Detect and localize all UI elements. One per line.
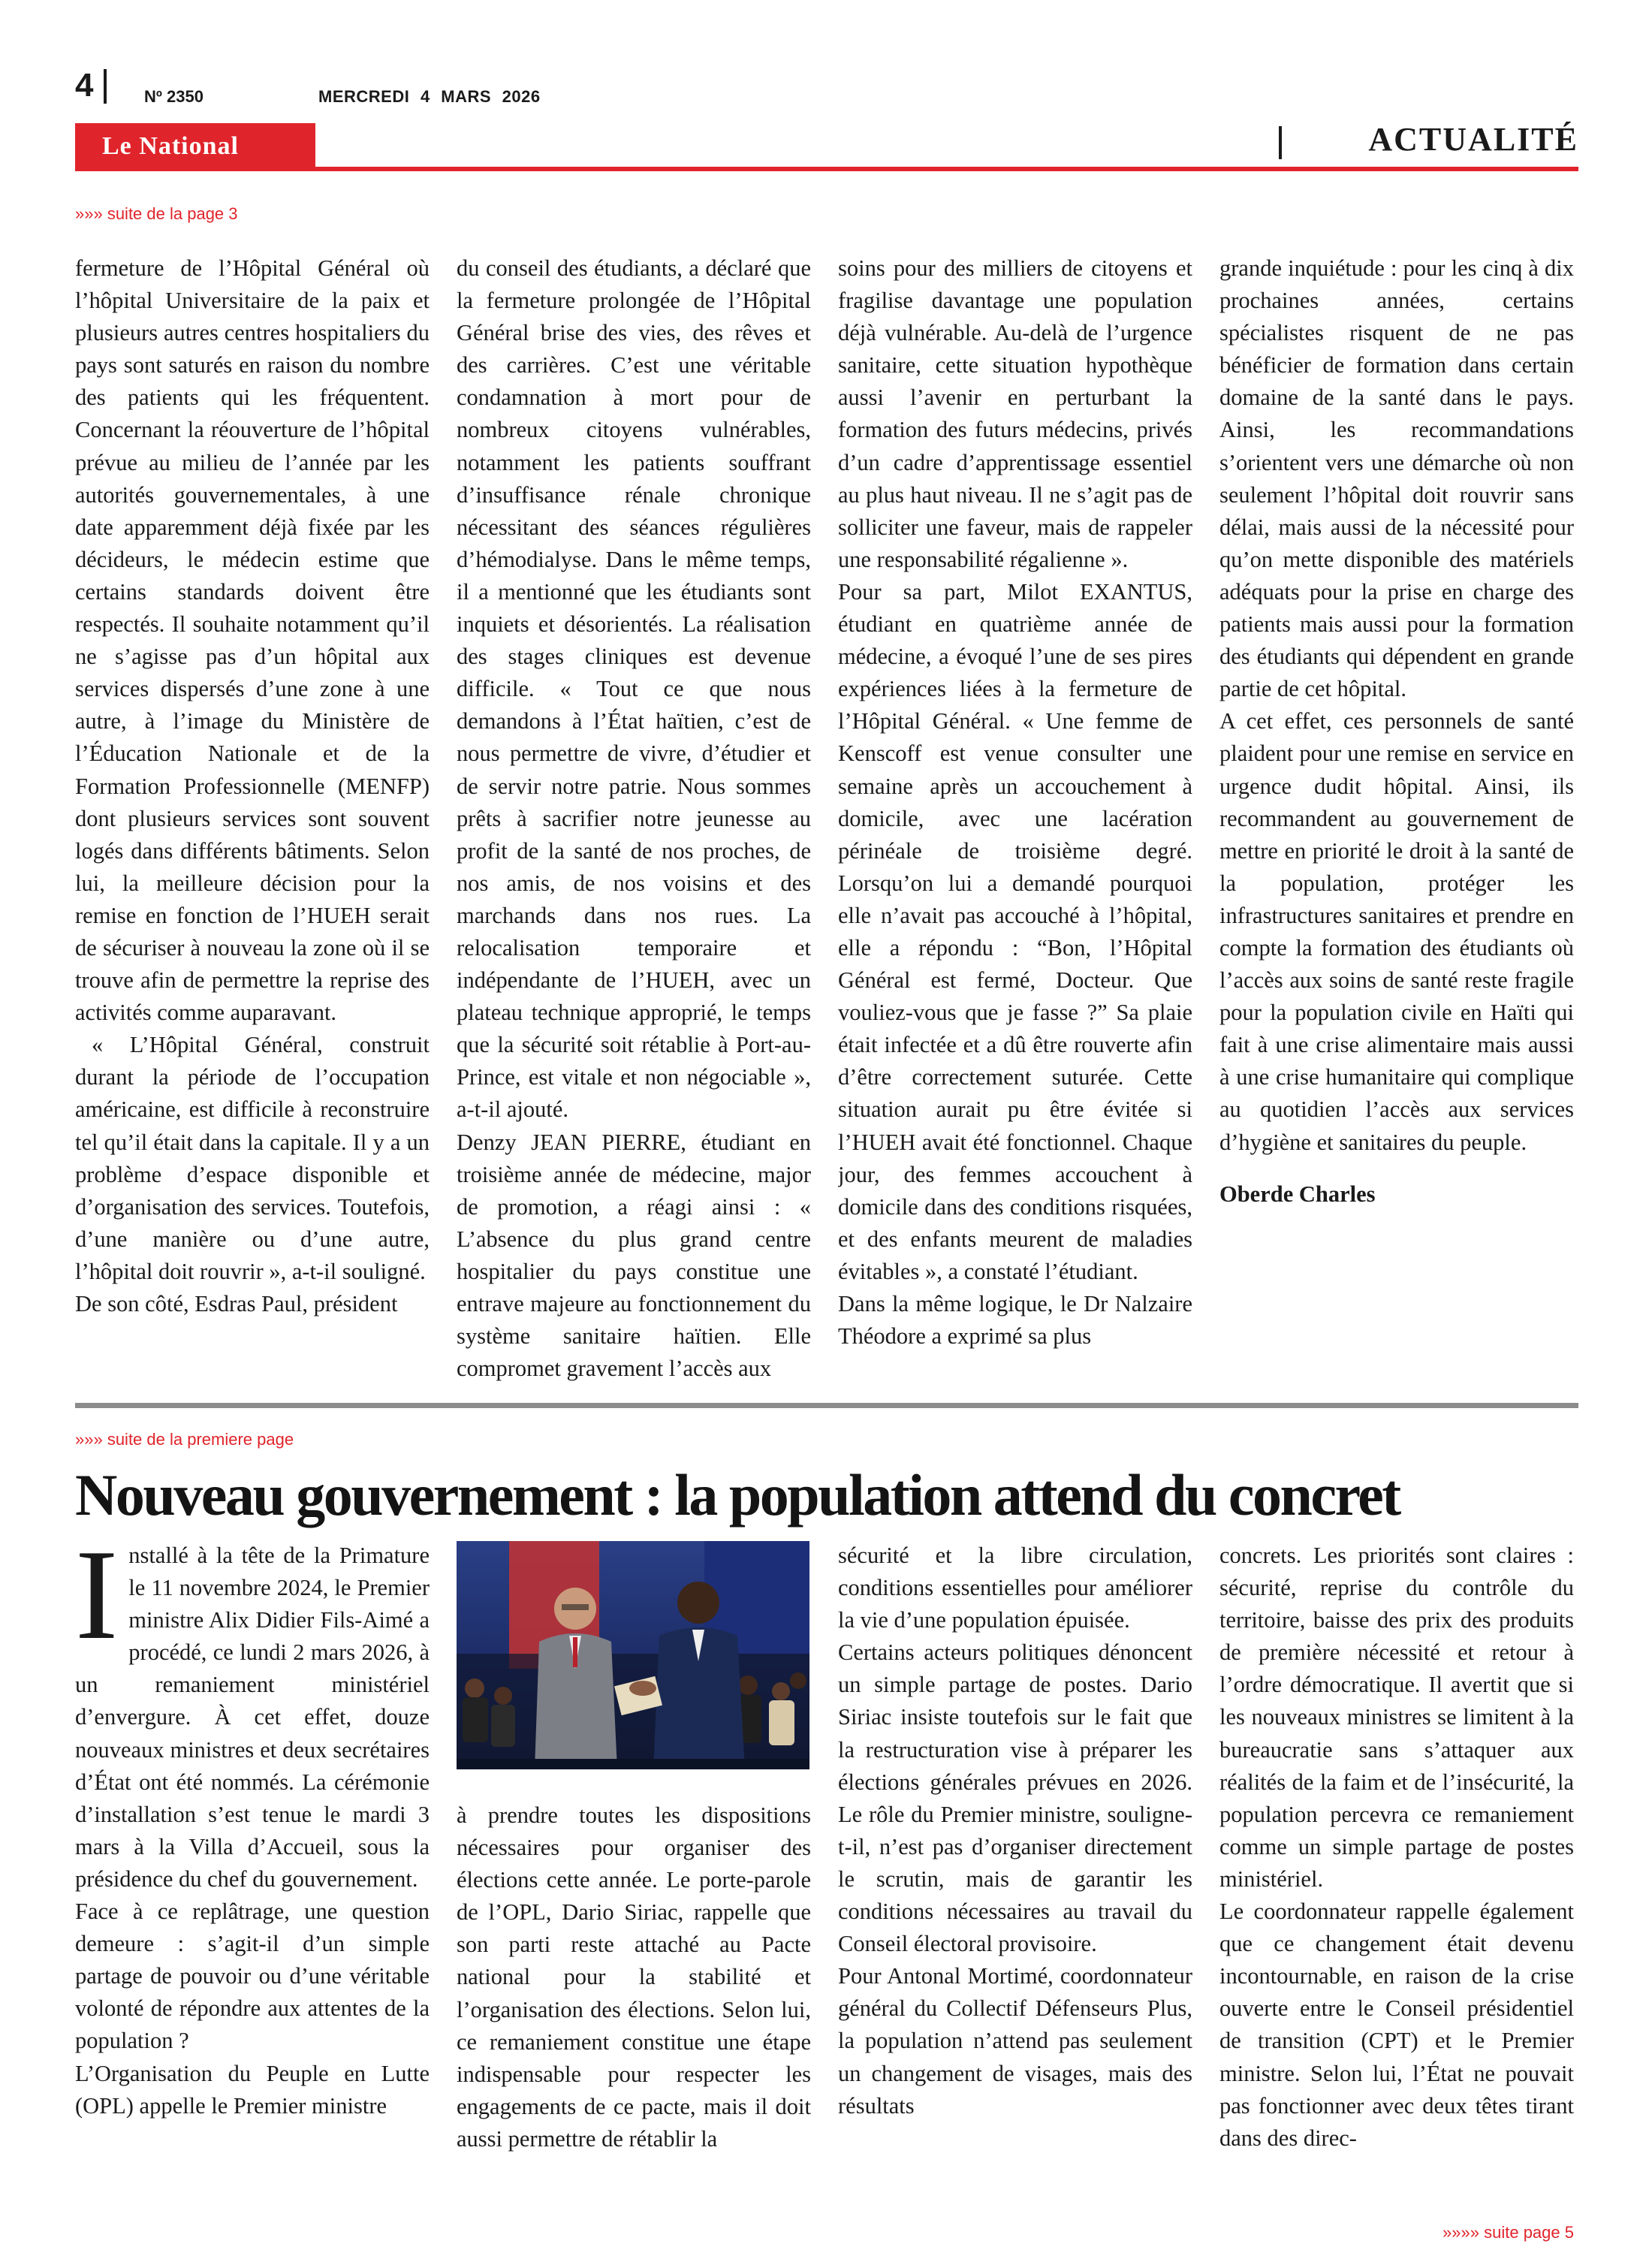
paragraph: Face à ce replâtrage, une question demeure : s’agit-il d’un simple partage de pouvoir ou d’une véritable volonté de répondre aux attentes de la population ? <box>75 1899 430 2054</box>
article-column-1 <box>75 252 430 1386</box>
issue-date: MERCREDI 4 MARS 2026 <box>318 87 541 106</box>
paragraph: « L’Hôpital Général, construit durant la période de l’occupation américaine, est difficile à reconstruire tel qu’il était dans la capitale. Il y a un problème d’espace disponible et d’organisation des services. Toutefois, d’une manière ou d’une autre, l’hôpital doit rouvrir », a-t-il souligné. <box>75 1032 430 1284</box>
page-number: 4 <box>75 67 94 104</box>
paragraph: Dans la même logique, le Dr Nalzaire Théodore a exprimé sa plus <box>838 1291 1192 1350</box>
brand-name: Le National <box>102 132 239 160</box>
article-column-4 <box>1219 1540 1574 2200</box>
article-column-1 <box>75 1540 430 2200</box>
paragraph: soins pour des milliers de citoyens et fragilise davantage une population déjà vulnérable. Au-delà de l’urgence sanitaire, cette situation hypothèque aussi l’avenir en perturbant la formation des futurs médecins, privés d’un cadre d’apprentissage essentiel au plus haut niveau. Il ne s’agit pas de solliciter une faveur, mais de rappeler une responsabilité régalienne ». <box>838 255 1192 572</box>
paragraph-text: nstallé à la tête de la Primature le 11 novembre 2024, le Premier ministre Alix Didier Fils-Aimé a procédé, ce lundi 2 mars 2026, à un remaniement ministériel d’envergure. À cet effet, douze nouveaux ministres et deux secrétaires d’État ont été nommés. La cérémonie d’installation s’est tenue le mardi 3 mars à la Villa d’Accueil, sous la présidence du chef du gouvernement. <box>75 1543 430 1892</box>
continued-from-label: »»» suite de la premiere page <box>75 1430 294 1449</box>
author-signature: Oberde Charles <box>1219 1181 1376 1207</box>
paragraph: Pour sa part, Milot EXANTUS, étudiant en quatrième année de médecine, a évoqué l’une de ses pires expériences liées à la fermeture de l’Hôpital Général. « Une femme de Kenscoff est venue consulter une semaine après un accouchement à domicile, avec une lacération périnéale de troisième degré. Lorsqu’on lui a demandé pourquoi elle n’avait pas accouché à l’hôpital, elle a répondu : “Bon, l’Hôpital Général est fermé, Docteur. Que vouliez-vous que je fasse ?” Sa plaie était infectée et a dû être rouverte afin d’être correctement suturée. Cette situation aurait pu être évitée si l’HUEH avait été fonctionnel. Chaque jour, des femmes accouchent à domicile dans des conditions risquées, et des enfants meurent de maladies évitables », a constaté l’étudiant. <box>838 578 1192 1284</box>
paragraph <box>75 1540 430 1896</box>
continued-on-link[interactable]: »»»» suite page 5 <box>1442 2223 1574 2242</box>
ceremony-photo <box>457 1541 809 1769</box>
paragraph: grande inquiétude : pour les cinq à dix prochaines années, certains spécialistes risquent de ne pas bénéficier de formation dans certain domaine de la santé dans le pays. Ainsi, les recommandations s’orientent vers une démarche où non seulement l’hôpital doit rouvrir sans délai, mais aussi de la nécessité pour qu’on mette disponible des matériels adéquats pour la prise en charge des patients mais aussi pour la formation des étudiants qui dépendent en grande partie de cet hôpital. <box>1219 255 1574 702</box>
paragraph: Le coordonnateur rappelle également que ce changement était devenu incontournable, en raison de la crise ouverte entre le Conseil présidentiel de transition (CPT) et le Premier ministre. Selon lui, l’État ne pouvait pas fonctionner avec deux têtes tirant dans des direc- <box>1219 1899 1574 2151</box>
paragraph: sécurité et la libre circulation, conditions essentielles pour améliorer la vie d’une population épuisée. <box>838 1543 1192 1633</box>
section-divider <box>1279 126 1282 159</box>
paragraph: A cet effet, ces personnels de santé plaident pour une remise en service en urgence dudit hôpital. Ainsi, ils recommandent au gouvernement de mettre en priorité le droit à la santé de la population, protéger les infrastructures sanitaires et prendre en compte la formation des étudiants où l’accès aux soins de santé reste fragile pour la population civile en Haïti qui fait à une crise alimentaire mais aussi à une crise humanitaire qui complique au quotidien l’accès aux services d’hygiène et sanitaires du peuple. <box>1219 708 1574 1155</box>
paragraph: Certains acteurs politiques dénoncent un simple partage de postes. Dario Siriac insiste toutefois sur le fait que la restructuration vise à préparer les élections générales prévues en 2026. Le rôle du Premier ministre, souligne-t-il, n’est pas d’organiser directement le scrutin, mais de garantir les conditions nécessaires au travail du Conseil électoral provisoire. <box>838 1639 1192 1957</box>
article-column-3 <box>838 1540 1192 2200</box>
paragraph: L’Organisation du Peuple en Lutte (OPL) appelle le Premier ministre <box>75 2060 430 2119</box>
paragraph: De son côté, Esdras Paul, président <box>75 1291 398 1317</box>
article-column-3 <box>838 252 1192 1386</box>
section-title: ACTUALITÉ <box>1368 121 1578 158</box>
headline: Nouveau gouvernement : la population attend du concret <box>75 1462 1400 1528</box>
article-column-4 <box>1219 252 1574 1386</box>
paragraph: à prendre toutes les dispositions nécessaires pour organiser des élections cette année. Le porte-parole de l’OPL, Dario Siriac, rappelle que son parti reste attaché au Pacte national pour la stabilité et l’organisation des élections. Selon lui, ce remaniement constitue une étape indispensable pour respecter les engagements de ce pacte, mais il doit aussi permettre de rétablir la <box>457 1802 811 2152</box>
drop-cap: I <box>75 1540 119 1666</box>
header-rule <box>75 167 1578 171</box>
article-column-2 <box>457 1799 811 2200</box>
paragraph: Denzy JEAN PIERRE, étudiant en troisième année de médecine, major de promotion, a réagi ainsi : « L’absence du plus grand centre hospitalier du pays constitue une entrave majeure au fonctionnement du système sanitaire haïtien. Elle compromet gravement l’accès aux <box>457 1129 811 1382</box>
paragraph: fermeture de l’Hôpital Général où l’hôpital Universitaire de la paix et plusieurs autres centres hospitaliers du pays sont saturés en raison du nombre des patients qui les fréquentent. Concernant la réouverture de l’hôpital prévue au milieu de l’année par les autorités gouvernementales, à une date apparemment déjà fixée par les décideurs, le médecin estime que certains standards doivent être respectés. Il souhaite notamment qu’il ne s’agisse pas d’un hôpital aux services dispersés d’une zone à une autre, à l’image du Ministère de l’Éducation Nationale et de la Formation Professionnelle (MENFP) dont plusieurs services sont souvent logés dans différents bâtiments. Selon lui, la meilleure décision pour la remise en fonction de l’HUEH serait de sécuriser à nouveau la zone où il se trouve afin de permettre la reprise des activités comme auparavant. <box>75 255 430 1026</box>
paragraph: Pour Antonal Mortimé, coordonnateur général du Collectif Défenseurs Plus, la population n’attend pas seulement un changement de visages, mais des résultats <box>838 1963 1192 2119</box>
page-number-divider <box>104 69 107 104</box>
article-divider <box>75 1403 1578 1408</box>
paragraph: du conseil des étudiants, a déclaré que la fermeture prolongée de l’Hôpital Général brise des vies, des rêves et des carrières. C’est une véritable condamnation à mort pour de nombreux citoyens vulnérables, notamment les patients souffrant d’insuffisance rénale chronique nécessitant des séances régulières d’hémodialyse. Dans le même temps, il a mentionné que les étudiants sont inquiets et désorientés. La réalisation des stages cliniques est devenue difficile. « Tout ce que nous demandons à l’État haïtien, c’est de nous permettre de vivre, d’étudier et de servir notre patrie. Nous sommes prêts à sacrifier notre jeunesse au profit de la santé de nos proches, de nos amis, de nos voisins et des marchands dans nos rues. La relocalisation temporaire et indépendante de l’HUEH, avec un plateau technique approprié, le temps que la sécurité soit rétablie à Port-au-Prince, est vitale et non négociable », a-t-il ajouté. <box>457 255 811 1123</box>
issue-number: Nº 2350 <box>144 87 203 106</box>
article-column-2 <box>457 252 811 1386</box>
paragraph: concrets. Les priorités sont claires : sécurité, reprise du contrôle du territoire, baisse des prix des produits de première nécessité et retour à l’ordre démocratique. Il avertit que si les nouveaux ministres se limitent à la bureaucratie sans s’attaquer aux réalités de la faim et de l’insécurité, la population percevra ce remaniement comme un simple partage de postes ministériel. <box>1219 1543 1574 1892</box>
continued-from-label: »»» suite de la page 3 <box>75 204 238 223</box>
